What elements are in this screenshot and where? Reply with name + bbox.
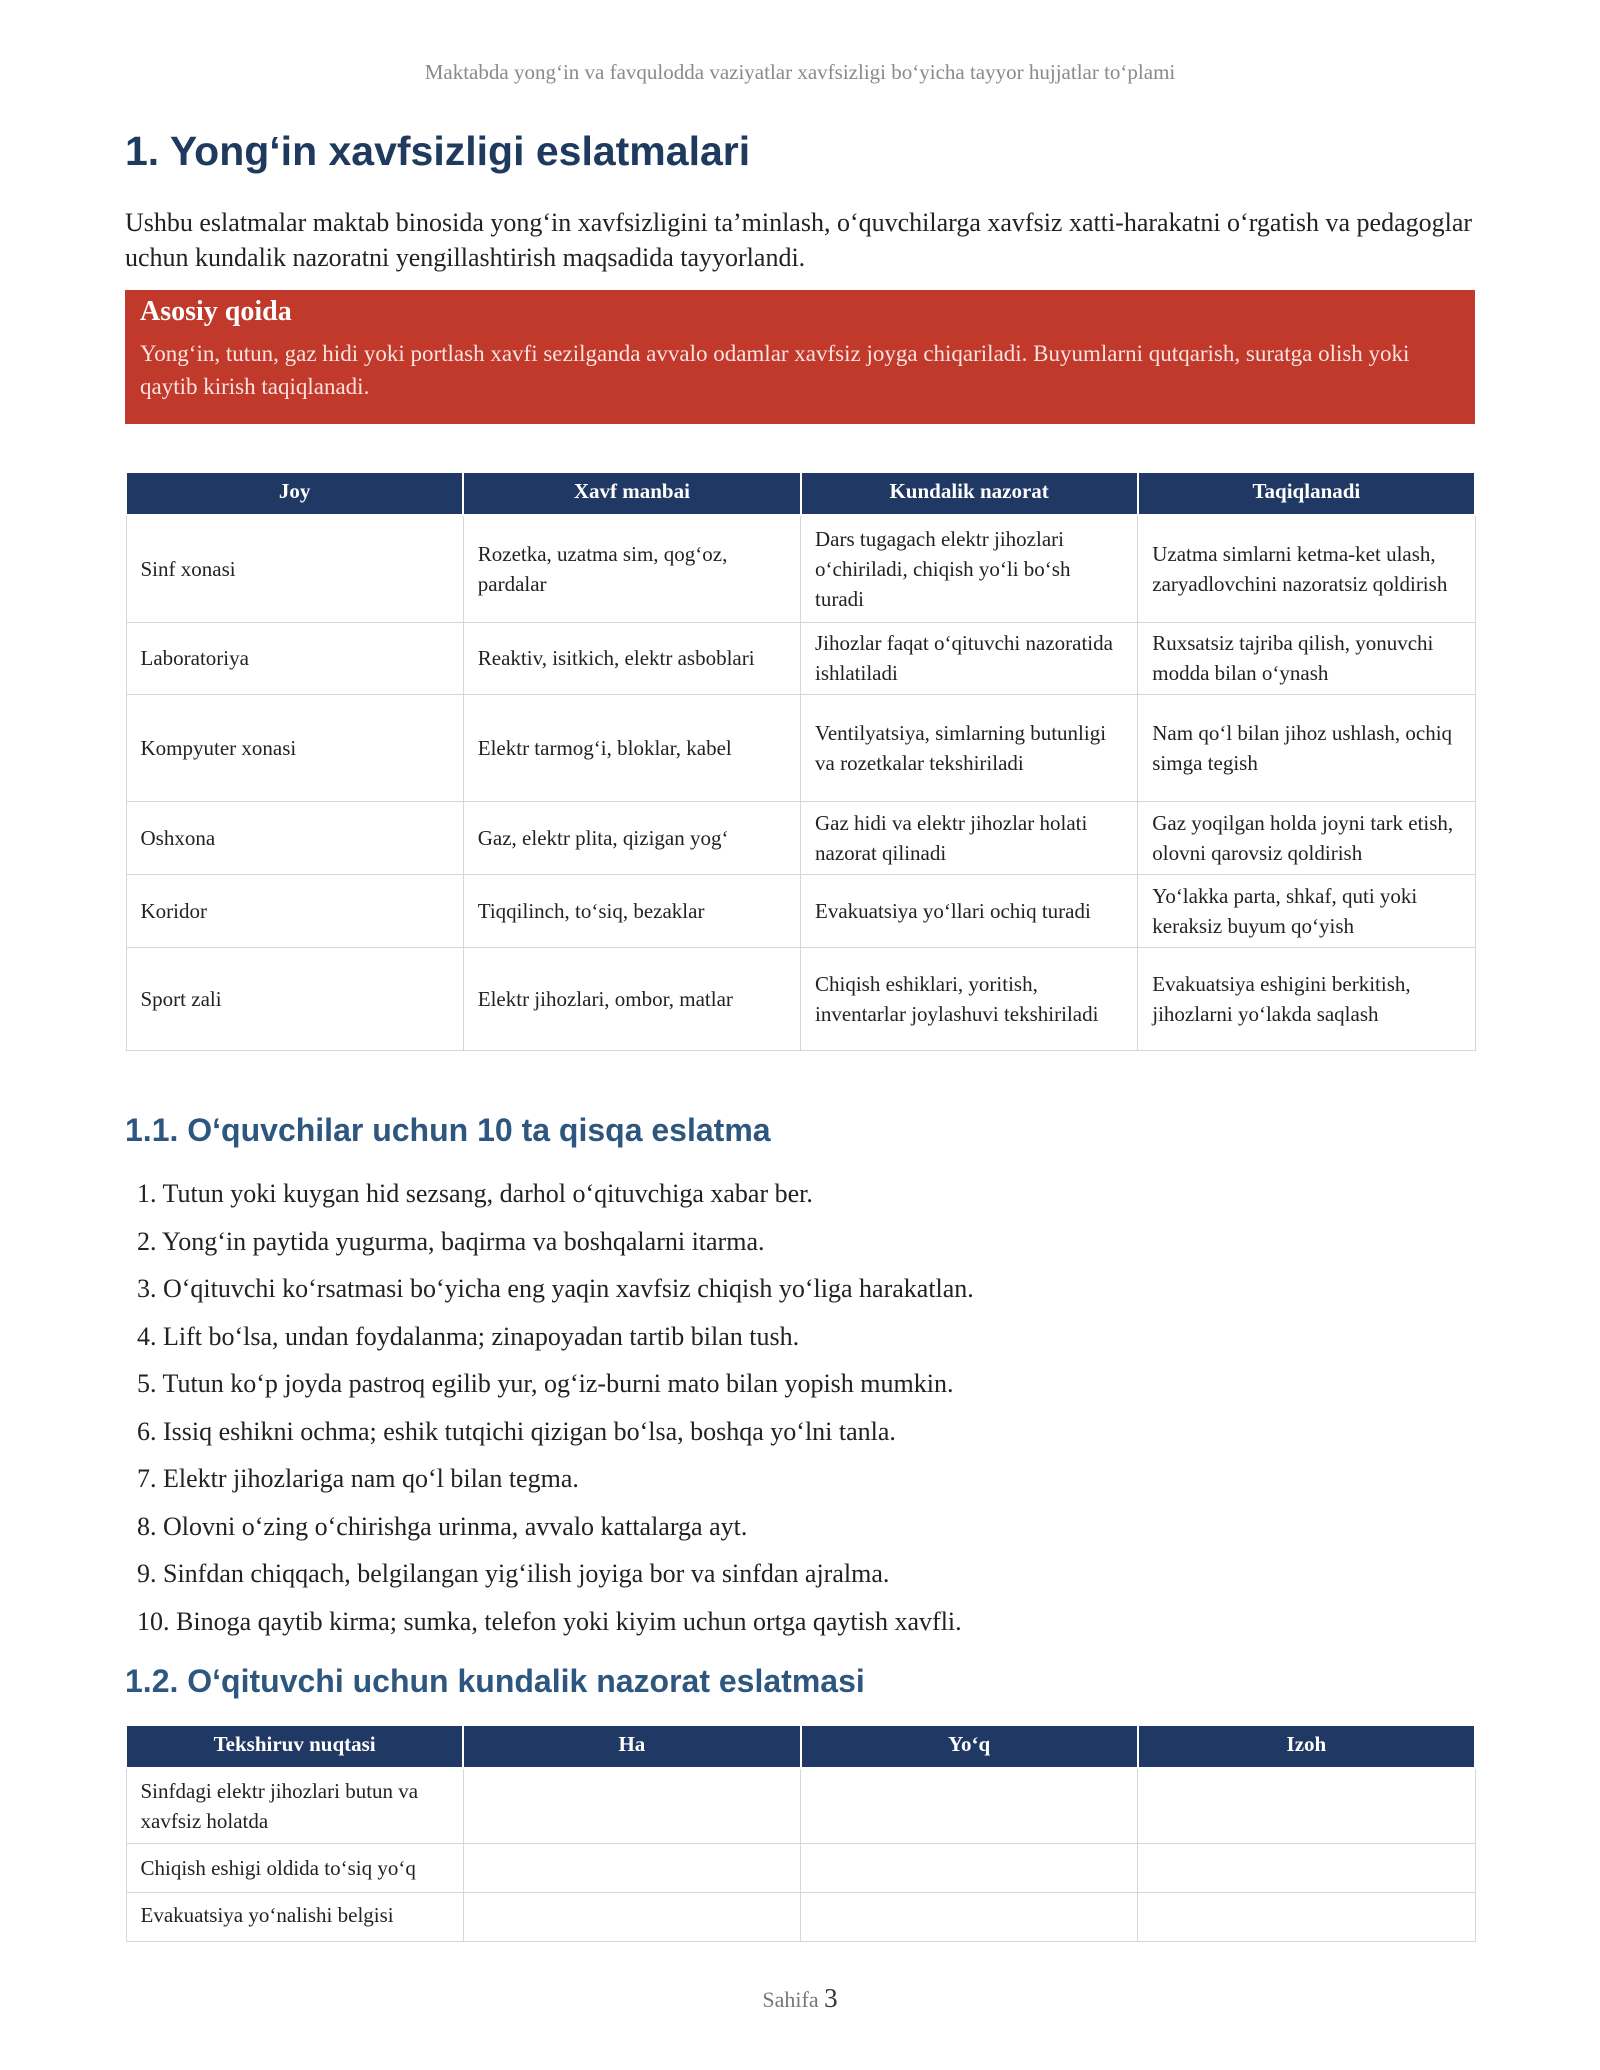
table-cell: Kompyuter xonasi (126, 694, 463, 801)
yes-cell[interactable] (463, 1768, 800, 1843)
table-header-row (126, 1726, 1475, 1768)
column-header: Yo‘q (801, 1726, 1138, 1768)
list-item: 10. Binoga qaytib kirma; sumka, telefon yoki kiyim uchun ortga qaytish xavfli. (137, 1606, 962, 1636)
table-cell: Elektr jihozlari, ombor, matlar (463, 947, 800, 1050)
yes-cell[interactable] (463, 1892, 800, 1941)
table-row (126, 1843, 1475, 1892)
no-cell[interactable] (801, 1768, 1138, 1843)
subsection-title-teachers: 1.2. O‘qituvchi uchun kundalik nazorat eslatmasi (125, 1663, 865, 1699)
column-header: Xavf manbai (463, 473, 800, 515)
table-row (126, 874, 1475, 947)
table-cell: Yo‘lakka parta, shkaf, quti yoki keraksiz buyum qo‘yish (1138, 874, 1475, 947)
table-cell: Gaz yoqilgan holda joyni tark etish, olovni qarovsiz qoldirish (1138, 801, 1475, 874)
page-number: 3 (824, 1983, 838, 2013)
column-header: Joy (126, 473, 463, 515)
table-cell: Rozetka, uzatma sim, qog‘oz, pardalar (463, 515, 800, 622)
intro-paragraph: Ushbu eslatmalar maktab binosida yong‘in xavfsizligini ta’minlash, o‘quvchilarga xavfsiz xatti-harakatni o‘rgatish va pedagoglar uchun kundalik nazoratni yengillashtirish maqsadida tayyorlandi. (125, 208, 1473, 272)
table-cell: Evakuatsiya yo‘llari ochiq turadi (801, 874, 1138, 947)
table-cell: Oshxona (126, 801, 463, 874)
main-rule-callout (125, 290, 1475, 424)
running-header: Maktabda yong‘in va favqulodda vaziyatlar xavfsizligi bo‘yicha tayyor hujjatlar to‘plami (424, 60, 1176, 84)
note-cell[interactable] (1138, 1843, 1475, 1892)
list-item: 2. Yong‘in paytida yugurma, baqirma va boshqalarni itarma. (137, 1226, 765, 1256)
table-row (126, 1768, 1475, 1843)
callout-text: Yong‘in, tutun, gaz hidi yoki portlash xavfi sezilganda avvalo odamlar xavfsiz joyga chiqariladi. Buyumlarni qutqarish, suratga olish yoki qaytib kirish taqiqlanadi. (140, 341, 1410, 399)
hazard-table (125, 473, 1476, 1051)
table-cell: Ruxsatsiz tajriba qilish, yonuvchi modda bilan o‘ynash (1138, 622, 1475, 694)
note-cell[interactable] (1138, 1892, 1475, 1941)
list-item: 9. Sinfdan chiqqach, belgilangan yig‘ilish joyiga bor va sinfdan ajralma. (137, 1559, 890, 1588)
table-cell: Jihozlar faqat o‘qituvchi nazoratida ishlatiladi (801, 622, 1138, 694)
page-footer (0, 1983, 1600, 2014)
table-row (126, 947, 1475, 1050)
checkpoint-cell: Chiqish eshigi oldida to‘siq yo‘q (126, 1843, 463, 1892)
table-cell: Koridor (126, 874, 463, 947)
table-cell: Gaz hidi va elektr jihozlar holati nazorat qilinadi (801, 801, 1138, 874)
no-cell[interactable] (801, 1843, 1138, 1892)
no-cell[interactable] (801, 1892, 1138, 1941)
table-cell: Laboratoriya (126, 622, 463, 694)
list-item: 8. Olovni o‘zing o‘chirishga urinma, avvalo kattalarga ayt. (137, 1511, 748, 1541)
table-cell: Dars tugagach elektr jihozlari o‘chiriladi, chiqish yo‘li bo‘sh turadi (801, 515, 1138, 622)
table-cell: Nam qo‘l bilan jihoz ushlash, ochiq simga tegish (1138, 694, 1475, 801)
teacher-checklist-table (125, 1726, 1476, 1942)
list-item: 1. Tutun yoki kuygan hid sezsang, darhol o‘qituvchiga xabar ber. (137, 1179, 813, 1208)
callout-title: Asosiy qoida (140, 296, 292, 327)
list-item: 6. Issiq eshikni ochma; eshik tutqichi qizigan bo‘lsa, boshqa yo‘lni tanla. (137, 1416, 896, 1446)
subsection-title-students: 1.1. O‘quvchilar uchun 10 ta qisqa eslatma (125, 1112, 771, 1148)
table-cell: Chiqish eshiklari, yoritish, inventarlar joylashuvi tekshiriladi (801, 947, 1138, 1050)
column-header: Ha (463, 1726, 800, 1768)
page-label: Sahifa (762, 1987, 819, 2012)
list-item: 5. Tutun ko‘p joyda pastroq egilib yur, og‘iz-burni mato bilan yopish mumkin. (137, 1369, 954, 1398)
table-cell: Evakuatsiya eshigini berkitish, jihozlarni yo‘lakda saqlash (1138, 947, 1475, 1050)
column-header: Taqiqlanadi (1138, 473, 1475, 515)
table-row (126, 515, 1475, 622)
column-header: Kundalik nazorat (801, 473, 1138, 515)
table-cell: Gaz, elektr plita, qizigan yog‘ (463, 801, 800, 874)
table-row (126, 622, 1475, 694)
table-row (126, 801, 1475, 874)
table-cell: Sinf xonasi (126, 515, 463, 622)
list-item: 3. O‘qituvchi ko‘rsatmasi bo‘yicha eng yaqin xavfsiz chiqish yo‘liga harakatlan. (137, 1274, 974, 1303)
table-cell: Tiqqilinch, to‘siq, bezaklar (463, 874, 800, 947)
list-item: 4. Lift bo‘lsa, undan foydalanma; zinapoyadan tartib bilan tush. (137, 1321, 800, 1351)
column-header: Izoh (1138, 1726, 1475, 1768)
yes-cell[interactable] (463, 1843, 800, 1892)
checkpoint-cell: Sinfdagi elektr jihozlari butun va xavfsiz holatda (126, 1768, 463, 1843)
checkpoint-cell: Evakuatsiya yo‘nalishi belgisi (126, 1892, 463, 1941)
table-row (126, 694, 1475, 801)
table-cell: Uzatma simlarni ketma-ket ulash, zaryadlovchini nazoratsiz qoldirish (1138, 515, 1475, 622)
note-cell[interactable] (1138, 1768, 1475, 1843)
list-item: 7. Elektr jihozlariga nam qo‘l bilan tegma. (137, 1464, 579, 1493)
table-cell: Sport zali (126, 947, 463, 1050)
table-row (126, 1892, 1475, 1941)
column-header: Tekshiruv nuqtasi (126, 1726, 463, 1768)
table-header-row (126, 473, 1475, 515)
section-title: 1. Yong‘in xavfsizligi eslatmalari (125, 128, 751, 174)
student-tips-list (137, 1170, 974, 1645)
table-cell: Elektr tarmog‘i, bloklar, kabel (463, 694, 800, 801)
table-cell: Ventilyatsiya, simlarning butunligi va rozetkalar tekshiriladi (801, 694, 1138, 801)
table-cell: Reaktiv, isitkich, elektr asboblari (463, 622, 800, 694)
